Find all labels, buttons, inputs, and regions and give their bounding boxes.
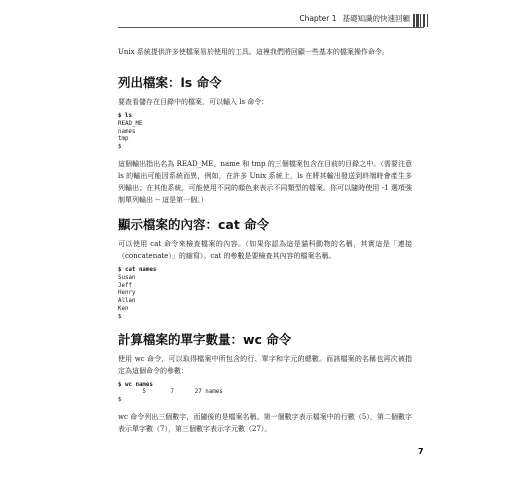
code-line: $ wc names	[118, 381, 153, 388]
code-line: $ cat names	[118, 266, 157, 273]
header-rule	[118, 27, 424, 28]
code-line: names	[118, 128, 136, 135]
code-line: Allan	[118, 298, 136, 305]
intro-paragraph: Unix 系統提供許多使檔案易於使用的工具。這裡我們將回顧一些基本的檔案操作命令。	[118, 48, 389, 56]
section-heading-wc: 計算檔案的單字數量：wc 命令	[118, 331, 292, 347]
wc-intro-paragraph: 使用 wc 命令，可以取得檔案中所包含的行、單字和字元的總數。而該檔案的名稱也再次被指定為這個命令的參數：	[118, 354, 412, 375]
code-line: Jeff	[118, 282, 132, 289]
cat-code-block	[118, 267, 412, 322]
header-chapter: Chapter 1	[299, 14, 337, 23]
code-line: $ ls	[118, 113, 132, 119]
code-line: 5 7 27 names	[118, 389, 223, 396]
wc-explanation-paragraph: wc 命令列出三個數字，而隨後的是檔案名稱。第一個數字表示檔案中的行數（5），第二個數字表示單字數（7），第三個數字表示字元數（27）。	[118, 412, 412, 433]
page-number: 7	[418, 447, 424, 456]
ls-code-block	[118, 113, 412, 152]
ls-explanation-paragraph: 這個輸出指出名為 READ_ME、name 和 tmp 的三個檔案包含在目前的目錄之中。（需要注意 ls 的輸出可能因系統而異，例如，在許多 Unix 系統上，ls 在將其輸出發送到終端時會產生多列輸出；在其他系統，可能使用不同的顏色來表示不同類型的檔案。你可以隨時使用 -1 選項強制單列輸出 -- 這是第一個。）	[118, 159, 412, 204]
header-title: 基礎知識的快速回顧	[342, 14, 410, 23]
ls-intro-paragraph: 要查看儲存在目錄中的檔案，可以輸入 ls 命令：	[118, 98, 269, 106]
code-line: Susan	[118, 274, 136, 281]
code-line: $	[118, 144, 122, 151]
cat-intro-paragraph: 可以使用 cat 命令來檢查檔案的內容。（如果你認為這是貓科動物的名稱，其實這是「連接（concatenate）」的縮寫）。cat 的參數是要檢查其內容的檔案名稱。	[118, 239, 412, 260]
code-line: $	[118, 397, 122, 404]
code-line: READ_ME	[118, 120, 143, 127]
section-heading-cat: 顯示檔案的內容：cat 命令	[118, 216, 270, 232]
code-line: Henry	[118, 290, 136, 297]
page-content	[118, 46, 412, 435]
running-header	[299, 13, 410, 24]
header-thumb-tab	[413, 14, 428, 27]
code-line: Ken	[118, 305, 129, 312]
code-line: tmp	[118, 136, 129, 143]
section-heading-ls: 列出檔案：ls 命令	[118, 75, 222, 90]
wc-code-block	[118, 382, 412, 405]
code-line: $	[118, 313, 122, 320]
